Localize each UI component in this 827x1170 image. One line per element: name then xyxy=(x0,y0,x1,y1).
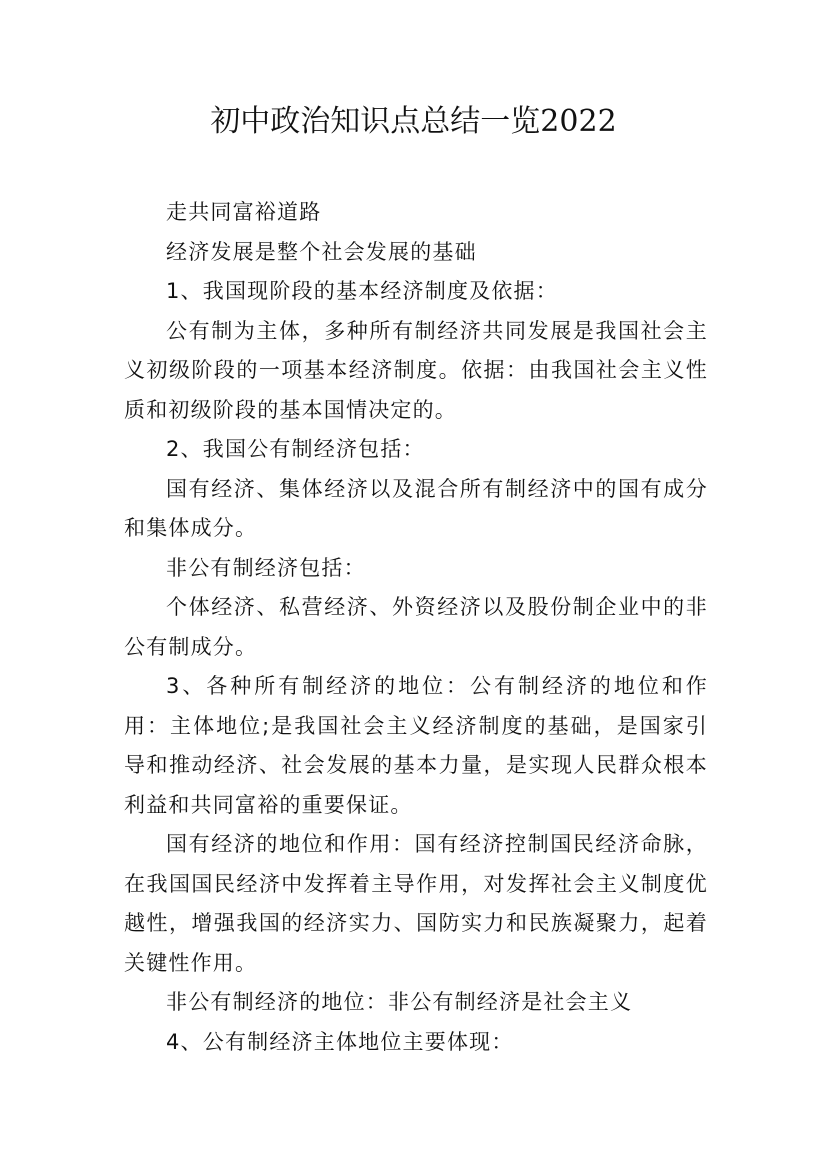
document-body xyxy=(124,193,708,1062)
paragraph: 2、我国公有制经济包括： xyxy=(166,437,425,461)
paragraph: 个体经济、私营经济、外资经济以及股份制企业中的非公有制成分。 xyxy=(124,595,708,659)
paragraph: 公有制为主体，多种所有制经济共同发展是我国社会主义初级阶段的一项基本经济制度。依据：由我国社会主义性质和初级阶段的基本国情决定的。 xyxy=(124,318,708,422)
paragraph: 非公有制经济的地位：非公有制经济是社会主义 xyxy=(166,990,633,1014)
paragraph: 国有经济、集体经济以及混合所有制经济中的国有成分和集体成分。 xyxy=(124,476,708,540)
paragraph: 3、各种所有制经济的地位：公有制经济的地位和作用：主体地位;是我国社会主义经济制度的基础，是国家引导和推动经济、社会发展的基本力量，是实现人民群众根本利益和共同富裕的重要保证。 xyxy=(124,674,708,817)
paragraph: 4、公有制经济主体地位主要体现： xyxy=(166,1029,514,1054)
paragraph: 非公有制经济包括： xyxy=(166,555,366,580)
paragraph: 走共同富裕道路 xyxy=(166,200,322,224)
paragraph: 经济发展是整个社会发展的基础 xyxy=(166,239,477,264)
paragraph: 1、我国现阶段的基本经济制度及依据： xyxy=(166,279,558,303)
paragraph: 国有经济的地位和作用：国有经济控制国民经济命脉，在我国国民经济中发挥着主导作用，对发挥社会主义制度优越性，增强我国的经济实力、国防实力和民族凝聚力，起着关键性作用。 xyxy=(124,832,708,975)
document-title: 初中政治知识点总结一览2022 xyxy=(210,104,617,139)
